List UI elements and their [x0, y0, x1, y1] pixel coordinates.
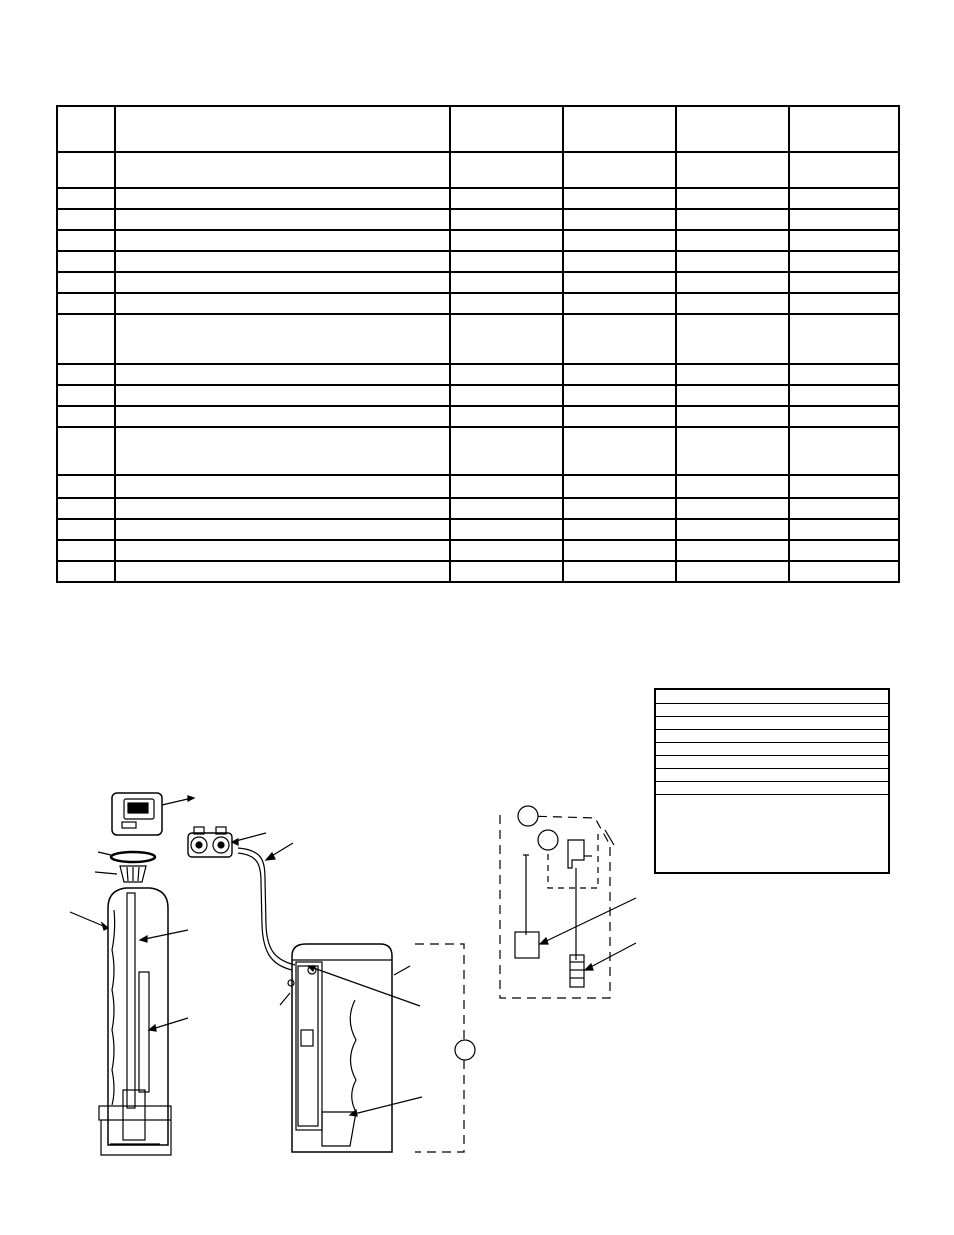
- control-valve: [112, 793, 194, 835]
- brine-tank: [280, 944, 422, 1152]
- brine-valve-inset: [500, 806, 636, 998]
- o-ring-and-basket: [95, 852, 155, 882]
- callout-circle: [455, 1040, 475, 1060]
- brine-line-tube: [238, 843, 295, 970]
- mineral-tank: [70, 888, 188, 1155]
